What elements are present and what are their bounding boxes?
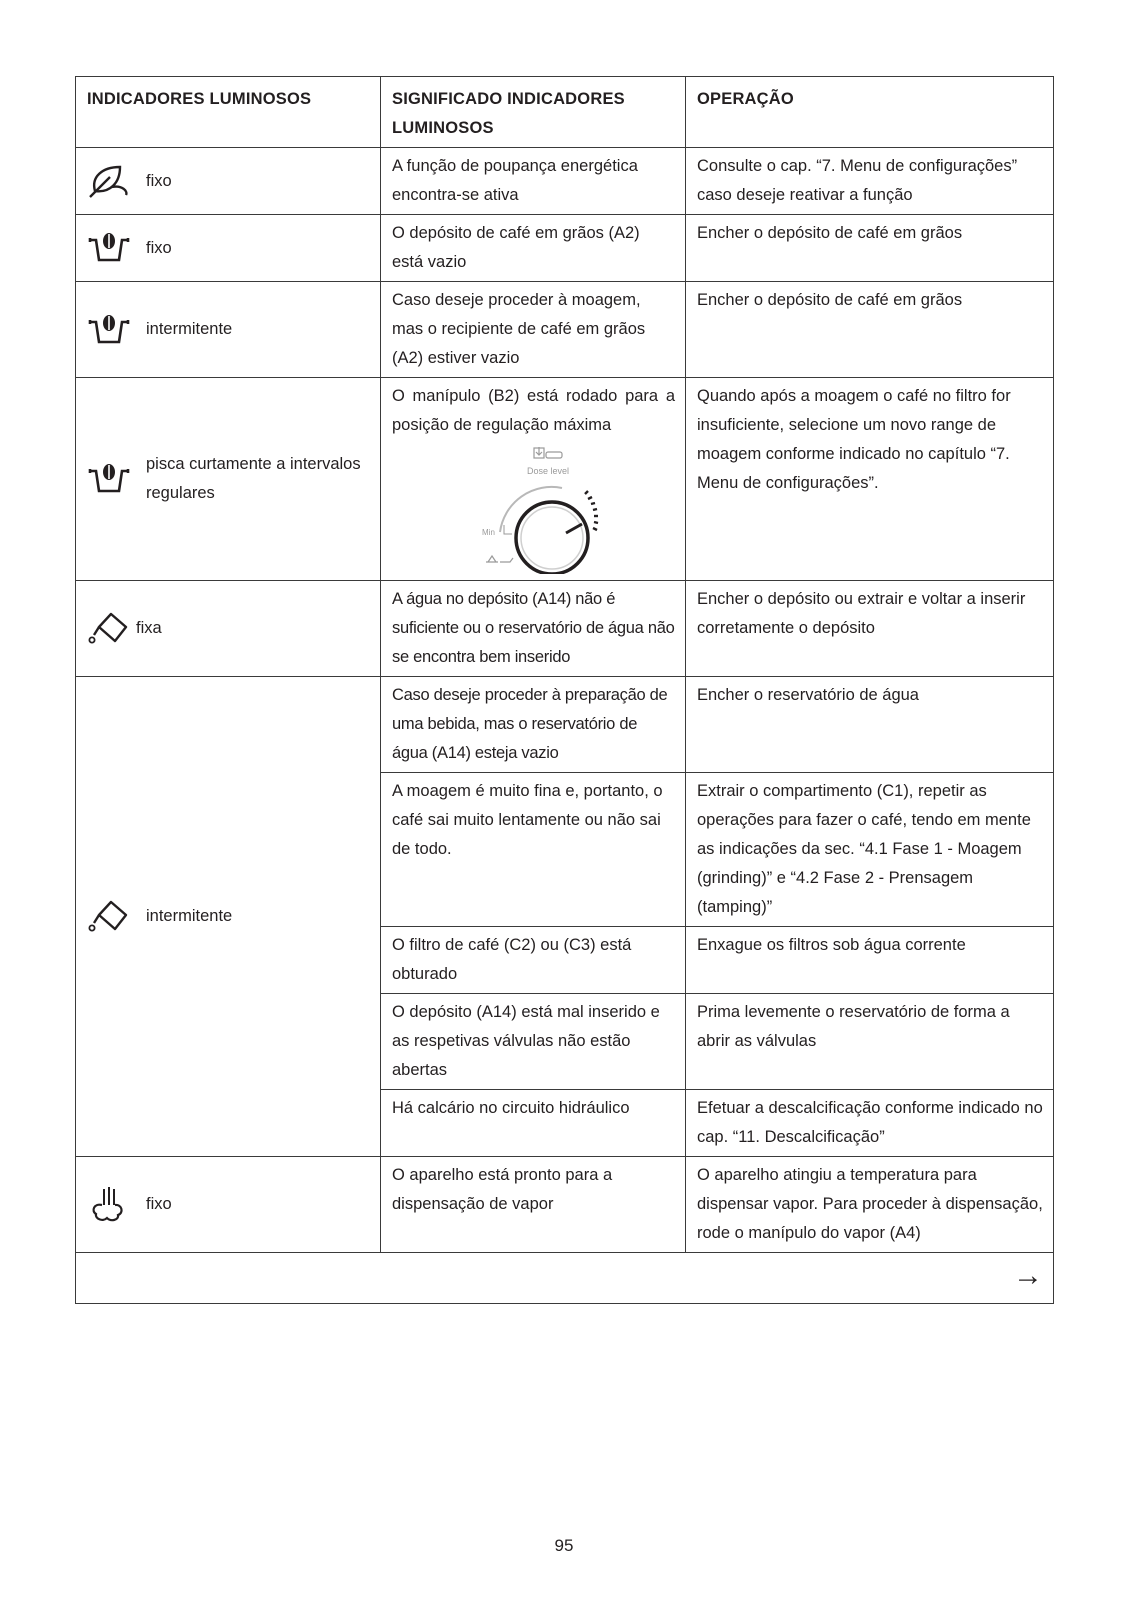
- meaning-cell: Caso deseje proceder à moagem, mas o recipiente de café em grãos (A2) estiver vazio: [381, 282, 686, 378]
- water-tank-icon: [86, 897, 130, 937]
- indicator-cell: [76, 282, 381, 378]
- continuation-cell: [76, 1253, 1054, 1304]
- leaf-icon: [86, 161, 130, 201]
- water-tank-icon: [86, 609, 130, 649]
- continuation-row: [76, 1253, 1054, 1304]
- table-row: [76, 378, 1054, 581]
- meaning-cell: O depósito de café em grãos (A2) está vazio: [381, 215, 686, 282]
- dial-min-label: Min: [482, 528, 495, 537]
- meaning-cell: Caso deseje proceder à preparação de uma bebida, mas o reservatório de água (A14) esteja vazio: [381, 677, 686, 773]
- operation-cell: O aparelho atingiu a temperatura para dispensar vapor. Para proceder à dispensação, rode o manípulo do vapor (A4): [686, 1157, 1054, 1253]
- operation-cell: Consulte o cap. “7. Menu de configurações” caso deseje reativar a função: [686, 148, 1054, 215]
- meaning-cell: Há calcário no circuito hidráulico: [381, 1090, 686, 1157]
- dose-level-icon: [534, 447, 562, 458]
- indicator-state: pisca curtamente a intervalos regulares: [146, 455, 361, 502]
- coffee-beans-container-icon: [86, 459, 130, 499]
- operation-cell: Enxague os filtros sob água corrente: [686, 927, 1054, 994]
- indicator-state: fixo: [146, 1195, 172, 1213]
- indicator-cell: [76, 1157, 381, 1253]
- meaning-cell: O aparelho está pronto para a dispensação de vapor: [381, 1157, 686, 1253]
- indicator-state: fixa: [136, 619, 162, 637]
- indicator-cell: [76, 677, 381, 1157]
- continue-arrow-icon: →: [1013, 1259, 1043, 1292]
- table-row: [76, 677, 1054, 773]
- dial-knob: [516, 502, 588, 574]
- operation-cell: Encher o depósito de café em grãos: [686, 282, 1054, 378]
- coffee-beans-container-icon: [86, 228, 130, 268]
- meaning-cell: A moagem é muito fina e, portanto, o café sai muito lentamente ou não sai de todo.: [381, 773, 686, 927]
- meaning-cell: A função de poupança energética encontra-se ativa: [381, 148, 686, 215]
- indicator-state: fixo: [146, 171, 172, 190]
- table-row: [76, 148, 1054, 215]
- meaning-text: O manípulo (B2) está rodado para a posição de regulação máxima: [392, 387, 675, 434]
- operation-cell: Extrair o compartimento (C1), repetir as operações para fazer o café, tendo em mente as indicações da sec. “4.1 Fase 1 - Moagem (grinding)” e “4.2 Fase 2 - Prensagem (tamping)”: [686, 773, 1054, 927]
- table-row: [76, 1157, 1054, 1253]
- operation-cell: Prima levemente o reservatório de forma a abrir as válvulas: [686, 994, 1054, 1090]
- grind-dose-dial-illustration: [452, 446, 622, 574]
- page-number: 95: [554, 1536, 574, 1555]
- coffee-beans-container-icon: [86, 310, 130, 350]
- operation-cell: Encher o depósito de café em grãos: [686, 215, 1054, 282]
- indicator-state: fixo: [146, 238, 172, 257]
- operation-cell: Encher o depósito ou extrair e voltar a inserir corretamente o depósito: [686, 581, 1054, 677]
- operation-cell: Encher o reservatório de água: [686, 677, 1054, 773]
- header-indicators: INDICADORES LUMINOSOS: [76, 77, 381, 148]
- indicator-cell: [76, 215, 381, 282]
- meaning-cell: O filtro de café (C2) ou (C3) está obturado: [381, 927, 686, 994]
- steam-icon: [86, 1185, 130, 1225]
- indicator-cell: [76, 378, 381, 581]
- meaning-cell: O depósito (A14) está mal inserido e as respetivas válvulas não estão abertas: [381, 994, 686, 1090]
- indicator-cell: [76, 148, 381, 215]
- table-row: [76, 215, 1054, 282]
- operation-cell: Efetuar a descalcificação conforme indicado no cap. “11. Descalcificação”: [686, 1090, 1054, 1157]
- indicator-cell: [76, 581, 381, 677]
- indicator-state: intermitente: [146, 907, 233, 925]
- meaning-cell: [381, 378, 686, 581]
- meaning-cell: A água no depósito (A14) não é suficiente ou o reservatório de água não se encontra bem inserido: [381, 581, 686, 677]
- table-header-row: [76, 77, 1054, 148]
- header-meaning: SIGNIFICADO INDICADORES LUMINOSOS: [381, 77, 686, 148]
- dial-top-label: Dose level: [526, 466, 570, 476]
- header-operation: OPERAÇÃO: [686, 77, 1054, 148]
- indicators-table: [75, 76, 1054, 1304]
- indicator-state: intermitente: [146, 320, 233, 338]
- table-row: [76, 282, 1054, 378]
- operation-cell: Quando após a moagem o café no filtro for insuficiente, selecione um novo range de moagem conforme indicado no capítulo “7. Menu de configurações”.: [686, 378, 1054, 581]
- table-row: [76, 581, 1054, 677]
- dial-min-icon: [486, 556, 513, 562]
